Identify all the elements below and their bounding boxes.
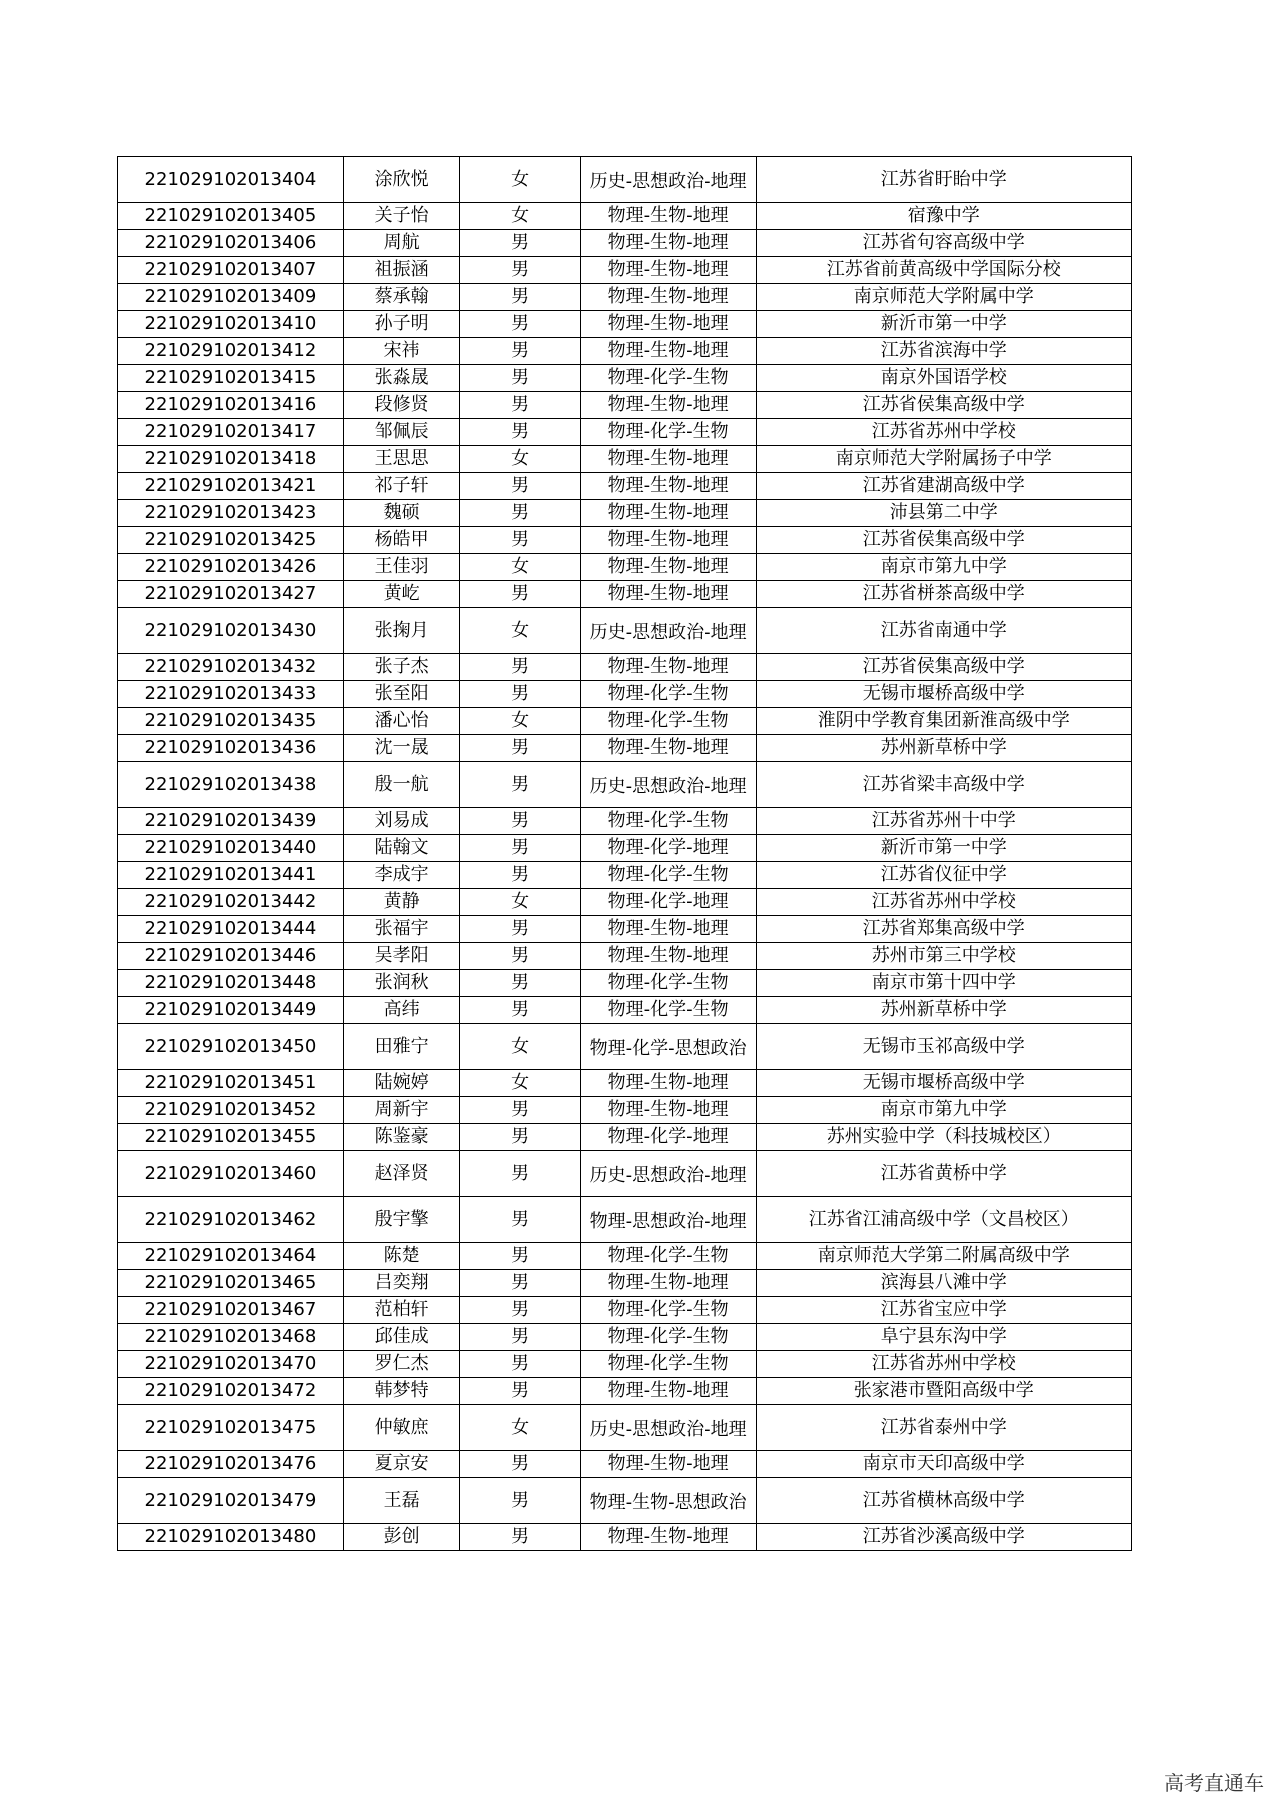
table-row (118, 808, 1132, 835)
gender-cell: 女 (460, 1070, 580, 1097)
name-cell: 邹佩辰 (343, 419, 459, 446)
school-cell: 苏州实验中学（科技城校区） (756, 1124, 1132, 1151)
subject-combo-cell: 物理-生物-地理 (580, 392, 756, 419)
table-row (118, 681, 1132, 708)
school-cell: 江苏省宝应中学 (756, 1297, 1132, 1324)
exam-id-cell: 221029102013433 (118, 681, 344, 708)
table-row (118, 1270, 1132, 1297)
school-cell: 江苏省句容高级中学 (756, 230, 1132, 257)
name-cell: 赵泽贤 (343, 1151, 459, 1197)
school-cell: 南京师范大学第二附属高级中学 (756, 1243, 1132, 1270)
exam-id-cell: 221029102013439 (118, 808, 344, 835)
exam-id-cell: 221029102013464 (118, 1243, 344, 1270)
gender-cell: 男 (460, 654, 580, 681)
name-cell: 周航 (343, 230, 459, 257)
exam-id-cell: 221029102013451 (118, 1070, 344, 1097)
exam-id-cell: 221029102013407 (118, 257, 344, 284)
school-cell: 江苏省江浦高级中学（文昌校区） (756, 1197, 1132, 1243)
gender-cell: 女 (460, 203, 580, 230)
school-cell: 江苏省侯集高级中学 (756, 392, 1132, 419)
table-row (118, 419, 1132, 446)
exam-id-cell: 221029102013418 (118, 446, 344, 473)
table-row (118, 446, 1132, 473)
school-cell: 江苏省郑集高级中学 (756, 916, 1132, 943)
exam-id-cell: 221029102013430 (118, 608, 344, 654)
subject-combo-cell: 物理-化学-思想政治 (580, 1024, 756, 1070)
gender-cell: 女 (460, 608, 580, 654)
gender-cell: 男 (460, 808, 580, 835)
subject-combo-cell: 历史-思想政治-地理 (580, 762, 756, 808)
table-row (118, 392, 1132, 419)
name-cell: 范柏轩 (343, 1297, 459, 1324)
gender-cell: 女 (460, 1405, 580, 1451)
school-cell: 江苏省前黄高级中学国际分校 (756, 257, 1132, 284)
table-row (118, 1451, 1132, 1478)
gender-cell: 男 (460, 1378, 580, 1405)
subject-combo-cell: 物理-生物-地理 (580, 257, 756, 284)
subject-combo-cell: 物理-生物-地理 (580, 554, 756, 581)
gender-cell: 男 (460, 230, 580, 257)
subject-combo-cell: 物理-化学-生物 (580, 1297, 756, 1324)
name-cell: 涂欣悦 (343, 157, 459, 203)
subject-combo-cell: 物理-思想政治-地理 (580, 1197, 756, 1243)
gender-cell: 男 (460, 997, 580, 1024)
school-cell: 江苏省梁丰高级中学 (756, 762, 1132, 808)
subject-combo-cell: 物理-生物-地理 (580, 284, 756, 311)
table-row (118, 257, 1132, 284)
table-row (118, 500, 1132, 527)
table-row (118, 1070, 1132, 1097)
table-row (118, 1124, 1132, 1151)
name-cell: 罗仁杰 (343, 1351, 459, 1378)
gender-cell: 女 (460, 157, 580, 203)
subject-combo-cell: 历史-思想政治-地理 (580, 1405, 756, 1451)
subject-combo-cell: 物理-化学-地理 (580, 835, 756, 862)
gender-cell: 男 (460, 1243, 580, 1270)
school-cell: 苏州新草桥中学 (756, 735, 1132, 762)
exam-id-cell: 221029102013452 (118, 1097, 344, 1124)
exam-id-cell: 221029102013416 (118, 392, 344, 419)
name-cell: 王佳羽 (343, 554, 459, 581)
subject-combo-cell: 物理-化学-生物 (580, 1243, 756, 1270)
name-cell: 张润秋 (343, 970, 459, 997)
name-cell: 陆婉婷 (343, 1070, 459, 1097)
exam-id-cell: 221029102013421 (118, 473, 344, 500)
gender-cell: 男 (460, 527, 580, 554)
name-cell: 黄屹 (343, 581, 459, 608)
school-cell: 江苏省苏州中学校 (756, 419, 1132, 446)
exam-id-cell: 221029102013446 (118, 943, 344, 970)
school-cell: 南京外国语学校 (756, 365, 1132, 392)
name-cell: 王磊 (343, 1478, 459, 1524)
table-row (118, 1351, 1132, 1378)
name-cell: 黄静 (343, 889, 459, 916)
name-cell: 吕奕翔 (343, 1270, 459, 1297)
gender-cell: 男 (460, 1124, 580, 1151)
table-row (118, 284, 1132, 311)
name-cell: 邱佳成 (343, 1324, 459, 1351)
exam-id-cell: 221029102013480 (118, 1524, 344, 1551)
school-cell: 阜宁县东沟中学 (756, 1324, 1132, 1351)
exam-id-cell: 221029102013417 (118, 419, 344, 446)
gender-cell: 女 (460, 446, 580, 473)
name-cell: 陈楚 (343, 1243, 459, 1270)
school-cell: 江苏省沙溪高级中学 (756, 1524, 1132, 1551)
gender-cell: 男 (460, 970, 580, 997)
subject-combo-cell: 物理-生物-地理 (580, 735, 756, 762)
subject-combo-cell: 物理-生物-地理 (580, 1097, 756, 1124)
subject-combo-cell: 物理-化学-生物 (580, 419, 756, 446)
school-cell: 江苏省横林高级中学 (756, 1478, 1132, 1524)
school-cell: 南京师范大学附属扬子中学 (756, 446, 1132, 473)
exam-id-cell: 221029102013476 (118, 1451, 344, 1478)
gender-cell: 男 (460, 257, 580, 284)
exam-id-cell: 221029102013450 (118, 1024, 344, 1070)
school-cell: 新沂市第一中学 (756, 311, 1132, 338)
gender-cell: 女 (460, 1024, 580, 1070)
school-cell: 江苏省侯集高级中学 (756, 654, 1132, 681)
exam-id-cell: 221029102013435 (118, 708, 344, 735)
table-row (118, 203, 1132, 230)
table-row (118, 230, 1132, 257)
gender-cell: 男 (460, 762, 580, 808)
exam-id-cell: 221029102013460 (118, 1151, 344, 1197)
exam-id-cell: 221029102013467 (118, 1297, 344, 1324)
table-row (118, 1405, 1132, 1451)
subject-combo-cell: 物理-化学-生物 (580, 970, 756, 997)
name-cell: 张子杰 (343, 654, 459, 681)
table-row (118, 338, 1132, 365)
exam-id-cell: 221029102013404 (118, 157, 344, 203)
subject-combo-cell: 物理-生物-地理 (580, 1378, 756, 1405)
table-row (118, 1324, 1132, 1351)
table-row (118, 365, 1132, 392)
name-cell: 张掬月 (343, 608, 459, 654)
exam-id-cell: 221029102013479 (118, 1478, 344, 1524)
school-cell: 张家港市暨阳高级中学 (756, 1378, 1132, 1405)
gender-cell: 女 (460, 708, 580, 735)
subject-combo-cell: 物理-生物-思想政治 (580, 1478, 756, 1524)
exam-id-cell: 221029102013440 (118, 835, 344, 862)
exam-id-cell: 221029102013455 (118, 1124, 344, 1151)
exam-id-cell: 221029102013441 (118, 862, 344, 889)
school-cell: 南京市第十四中学 (756, 970, 1132, 997)
table-row (118, 1243, 1132, 1270)
table-row (118, 708, 1132, 735)
watermark-text: 高考直通车 (1164, 1771, 1264, 1795)
gender-cell: 男 (460, 1197, 580, 1243)
name-cell: 李成宇 (343, 862, 459, 889)
school-cell: 江苏省南通中学 (756, 608, 1132, 654)
subject-combo-cell: 历史-思想政治-地理 (580, 608, 756, 654)
gender-cell: 男 (460, 1097, 580, 1124)
gender-cell: 男 (460, 365, 580, 392)
gender-cell: 男 (460, 311, 580, 338)
subject-combo-cell: 物理-生物-地理 (580, 311, 756, 338)
table-row (118, 654, 1132, 681)
name-cell: 彭创 (343, 1524, 459, 1551)
name-cell: 高纬 (343, 997, 459, 1024)
subject-combo-cell: 物理-生物-地理 (580, 1524, 756, 1551)
subject-combo-cell: 物理-生物-地理 (580, 500, 756, 527)
school-cell: 江苏省建湖高级中学 (756, 473, 1132, 500)
table-row (118, 943, 1132, 970)
gender-cell: 男 (460, 581, 580, 608)
subject-combo-cell: 物理-生物-地理 (580, 230, 756, 257)
table-row (118, 1378, 1132, 1405)
name-cell: 杨皓甲 (343, 527, 459, 554)
name-cell: 陈鉴豪 (343, 1124, 459, 1151)
student-roster-table (117, 156, 1132, 1551)
exam-id-cell: 221029102013465 (118, 1270, 344, 1297)
table-row (118, 970, 1132, 997)
school-cell: 无锡市堰桥高级中学 (756, 1070, 1132, 1097)
table-row (118, 311, 1132, 338)
name-cell: 田雅宁 (343, 1024, 459, 1070)
school-cell: 苏州新草桥中学 (756, 997, 1132, 1024)
name-cell: 夏京安 (343, 1451, 459, 1478)
subject-combo-cell: 物理-化学-生物 (580, 681, 756, 708)
gender-cell: 男 (460, 735, 580, 762)
subject-combo-cell: 物理-化学-生物 (580, 1324, 756, 1351)
school-cell: 江苏省侯集高级中学 (756, 527, 1132, 554)
subject-combo-cell: 物理-化学-生物 (580, 1351, 756, 1378)
exam-id-cell: 221029102013468 (118, 1324, 344, 1351)
exam-id-cell: 221029102013427 (118, 581, 344, 608)
school-cell: 江苏省滨海中学 (756, 338, 1132, 365)
school-cell: 滨海县八滩中学 (756, 1270, 1132, 1297)
exam-id-cell: 221029102013442 (118, 889, 344, 916)
school-cell: 江苏省苏州中学校 (756, 1351, 1132, 1378)
school-cell: 江苏省泰州中学 (756, 1405, 1132, 1451)
subject-combo-cell: 历史-思想政治-地理 (580, 1151, 756, 1197)
exam-id-cell: 221029102013409 (118, 284, 344, 311)
subject-combo-cell: 物理-生物-地理 (580, 654, 756, 681)
school-cell: 苏州市第三中学校 (756, 943, 1132, 970)
name-cell: 张福宇 (343, 916, 459, 943)
school-cell: 无锡市玉祁高级中学 (756, 1024, 1132, 1070)
subject-combo-cell: 物理-生物-地理 (580, 581, 756, 608)
subject-combo-cell: 物理-化学-生物 (580, 997, 756, 1024)
table-row (118, 997, 1132, 1024)
school-cell: 南京市第九中学 (756, 554, 1132, 581)
gender-cell: 男 (460, 1451, 580, 1478)
school-cell: 江苏省盱眙中学 (756, 157, 1132, 203)
table-row (118, 608, 1132, 654)
exam-id-cell: 221029102013448 (118, 970, 344, 997)
exam-id-cell: 221029102013462 (118, 1197, 344, 1243)
gender-cell: 男 (460, 500, 580, 527)
school-cell: 江苏省苏州十中学 (756, 808, 1132, 835)
table-row (118, 473, 1132, 500)
exam-id-cell: 221029102013449 (118, 997, 344, 1024)
table-row (118, 1097, 1132, 1124)
gender-cell: 男 (460, 473, 580, 500)
subject-combo-cell: 物理-生物-地理 (580, 527, 756, 554)
subject-combo-cell: 历史-思想政治-地理 (580, 157, 756, 203)
gender-cell: 男 (460, 943, 580, 970)
gender-cell: 男 (460, 1351, 580, 1378)
table-row (118, 862, 1132, 889)
gender-cell: 男 (460, 284, 580, 311)
school-cell: 淮阴中学教育集团新淮高级中学 (756, 708, 1132, 735)
exam-id-cell: 221029102013410 (118, 311, 344, 338)
exam-id-cell: 221029102013470 (118, 1351, 344, 1378)
gender-cell: 男 (460, 1524, 580, 1551)
table-row (118, 1297, 1132, 1324)
subject-combo-cell: 物理-化学-生物 (580, 862, 756, 889)
table-row (118, 835, 1132, 862)
name-cell: 潘心怡 (343, 708, 459, 735)
name-cell: 殷一航 (343, 762, 459, 808)
subject-combo-cell: 物理-生物-地理 (580, 916, 756, 943)
exam-id-cell: 221029102013438 (118, 762, 344, 808)
gender-cell: 男 (460, 1270, 580, 1297)
name-cell: 宋祎 (343, 338, 459, 365)
name-cell: 蔡承翰 (343, 284, 459, 311)
name-cell: 周新宇 (343, 1097, 459, 1124)
table-row (118, 762, 1132, 808)
table-row (118, 554, 1132, 581)
roster-body (118, 157, 1132, 1551)
table-row (118, 1151, 1132, 1197)
subject-combo-cell: 物理-生物-地理 (580, 1270, 756, 1297)
gender-cell: 男 (460, 916, 580, 943)
table-row (118, 916, 1132, 943)
exam-id-cell: 221029102013436 (118, 735, 344, 762)
table-row (118, 581, 1132, 608)
subject-combo-cell: 物理-化学-生物 (580, 708, 756, 735)
name-cell: 仲敏庶 (343, 1405, 459, 1451)
table-row (118, 1197, 1132, 1243)
school-cell: 江苏省仪征中学 (756, 862, 1132, 889)
name-cell: 祖振涵 (343, 257, 459, 284)
gender-cell: 男 (460, 1324, 580, 1351)
exam-id-cell: 221029102013472 (118, 1378, 344, 1405)
exam-id-cell: 221029102013415 (118, 365, 344, 392)
exam-id-cell: 221029102013475 (118, 1405, 344, 1451)
table-row (118, 1024, 1132, 1070)
name-cell: 殷宇擎 (343, 1197, 459, 1243)
exam-id-cell: 221029102013423 (118, 500, 344, 527)
gender-cell: 男 (460, 862, 580, 889)
subject-combo-cell: 物理-生物-地理 (580, 338, 756, 365)
school-cell: 南京市天印高级中学 (756, 1451, 1132, 1478)
gender-cell: 男 (460, 681, 580, 708)
name-cell: 吴孝阳 (343, 943, 459, 970)
name-cell: 孙子明 (343, 311, 459, 338)
school-cell: 江苏省栟茶高级中学 (756, 581, 1132, 608)
gender-cell: 男 (460, 1151, 580, 1197)
table-row (118, 1478, 1132, 1524)
gender-cell: 女 (460, 889, 580, 916)
school-cell: 新沂市第一中学 (756, 835, 1132, 862)
gender-cell: 男 (460, 1478, 580, 1524)
exam-id-cell: 221029102013432 (118, 654, 344, 681)
name-cell: 沈一晟 (343, 735, 459, 762)
subject-combo-cell: 物理-生物-地理 (580, 943, 756, 970)
subject-combo-cell: 物理-生物-地理 (580, 1451, 756, 1478)
gender-cell: 男 (460, 338, 580, 365)
gender-cell: 男 (460, 835, 580, 862)
exam-id-cell: 221029102013426 (118, 554, 344, 581)
exam-id-cell: 221029102013406 (118, 230, 344, 257)
name-cell: 王思思 (343, 446, 459, 473)
subject-combo-cell: 物理-化学-地理 (580, 1124, 756, 1151)
subject-combo-cell: 物理-化学-生物 (580, 365, 756, 392)
subject-combo-cell: 物理-生物-地理 (580, 446, 756, 473)
name-cell: 陆翰文 (343, 835, 459, 862)
subject-combo-cell: 物理-化学-生物 (580, 808, 756, 835)
table-row (118, 735, 1132, 762)
exam-id-cell: 221029102013444 (118, 916, 344, 943)
gender-cell: 男 (460, 419, 580, 446)
gender-cell: 男 (460, 392, 580, 419)
subject-combo-cell: 物理-生物-地理 (580, 473, 756, 500)
name-cell: 张至阳 (343, 681, 459, 708)
exam-id-cell: 221029102013425 (118, 527, 344, 554)
name-cell: 祁子轩 (343, 473, 459, 500)
table-row (118, 157, 1132, 203)
name-cell: 魏硕 (343, 500, 459, 527)
school-cell: 江苏省苏州中学校 (756, 889, 1132, 916)
exam-id-cell: 221029102013405 (118, 203, 344, 230)
name-cell: 段修贤 (343, 392, 459, 419)
table-row (118, 527, 1132, 554)
school-cell: 无锡市堰桥高级中学 (756, 681, 1132, 708)
school-cell: 沛县第二中学 (756, 500, 1132, 527)
name-cell: 韩梦特 (343, 1378, 459, 1405)
school-cell: 江苏省黄桥中学 (756, 1151, 1132, 1197)
table-row (118, 1524, 1132, 1551)
table-row (118, 889, 1132, 916)
subject-combo-cell: 物理-化学-地理 (580, 889, 756, 916)
name-cell: 刘易成 (343, 808, 459, 835)
gender-cell: 女 (460, 554, 580, 581)
school-cell: 南京师范大学附属中学 (756, 284, 1132, 311)
exam-id-cell: 221029102013412 (118, 338, 344, 365)
subject-combo-cell: 物理-生物-地理 (580, 203, 756, 230)
school-cell: 宿豫中学 (756, 203, 1132, 230)
school-cell: 南京市第九中学 (756, 1097, 1132, 1124)
gender-cell: 男 (460, 1297, 580, 1324)
name-cell: 张淼晟 (343, 365, 459, 392)
name-cell: 关子怡 (343, 203, 459, 230)
subject-combo-cell: 物理-生物-地理 (580, 1070, 756, 1097)
